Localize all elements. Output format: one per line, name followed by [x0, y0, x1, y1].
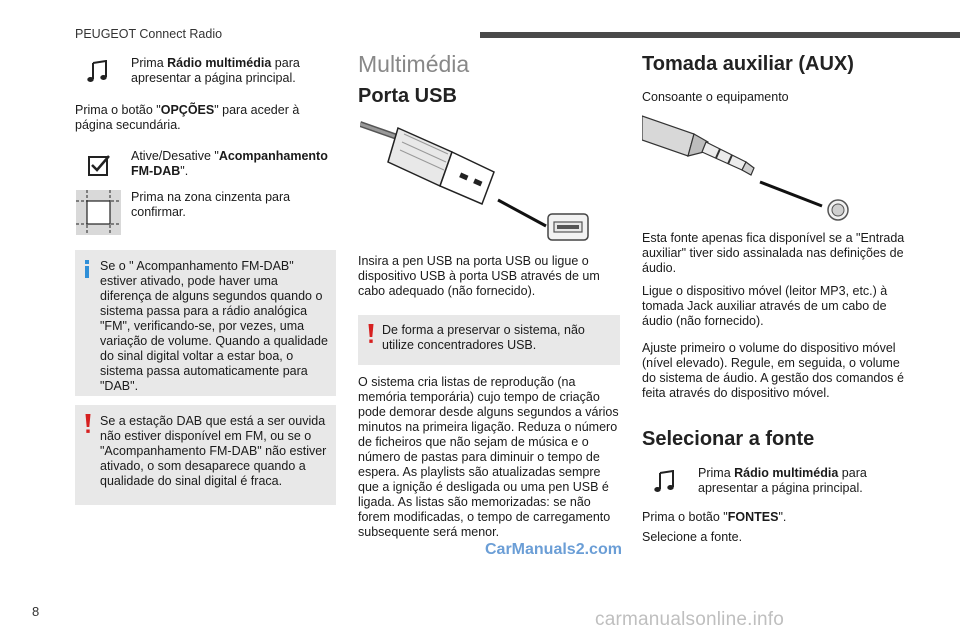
aux-paragraph-3: Ajuste primeiro o volume do dispositivo móvel (nível elevado). Regule, em seguida, o volume do sistema de áudio. A gestão dos comandos é feita através do dispositivo móvel. [642, 341, 904, 400]
header-bar [480, 32, 960, 38]
jack-plug-illustration [642, 112, 854, 222]
step-radio-multimedia-2: Prima Rádio multimédia para apresentar a página principal. [698, 466, 867, 495]
music-note-icon [86, 60, 110, 84]
step-toggle-tracking: Ative/Desative "Acompanhamento FM-DAB". [131, 149, 328, 178]
watermark-link[interactable]: CarManuals2.com [485, 541, 622, 558]
checkbox-icon [87, 153, 111, 177]
usb-heading: Porta USB [358, 85, 457, 107]
aux-paragraph-0: Consoante o equipamento [642, 90, 789, 104]
sources-paragraph: Prima o botão "FONTES". [642, 510, 787, 524]
step-confirm: Prima na zona cinzenta para confirmar. [131, 190, 291, 219]
options-paragraph: Prima o botão "OPÇÕES" para aceder à página secundária. [75, 103, 300, 132]
info-icon [84, 260, 90, 278]
warning-icon [85, 414, 91, 434]
music-note-icon [653, 470, 677, 494]
grey-zone-icon [76, 190, 121, 235]
warning-note [75, 405, 336, 505]
warning-icon [368, 324, 374, 344]
info-note-text: Se o " Acompanhamento FM-DAB" estiver ativado, pode haver uma diferença de alguns segundos quando o sistema passa para a rádio analógica "FM", verificando-se, por vezes, uma variação de volume. Quando a qualidade do sinal digital voltar a estar boa, o sistema passa automaticamente para "DAB". [100, 259, 328, 393]
warning-note-text: Se a estação DAB que está a ser ouvida não estiver disponível em FM, ou se o "Acompanhamento FM-DAB" não estiver ativado, o som desaparece quando a qualidade do sinal digital é fraca. [100, 414, 327, 488]
select-source-paragraph: Selecione a fonte. [642, 530, 743, 544]
usb-paragraph-2: O sistema cria listas de reprodução (na memória temporária) cujo tempo de criação pode demorar desde alguns segundos a vários minutos na primeira ligação. Reduza o número de ficheiros que não sejam de música e o número de pastas para diminuir o tempo de espera. As playlists são atualizadas sempre que a ignição é desligada ou uma pen USB é ligada. As listas são memorizadas: se não forem modificadas, o tempo de carregamento subsequente será menor. [358, 375, 619, 539]
header-title: PEUGEOT Connect Radio [75, 27, 223, 41]
step-radio-multimedia: Prima Rádio multimédia para apresentar a página principal. [131, 56, 300, 85]
select-source-heading: Selecionar a fonte [642, 428, 815, 450]
aux-heading: Tomada auxiliar (AUX) [642, 53, 854, 75]
usb-paragraph-1: Insira a pen USB na porta USB ou ligue o dispositivo USB à porta USB através de um cabo adequado (não fornecido). [358, 254, 600, 298]
page-number: 8 [32, 604, 40, 619]
usb-warning-note [358, 315, 620, 365]
usb-warning-text: De forma a preservar o sistema, não utilize concentradores USB. [382, 323, 585, 352]
section-title: Multimédia [358, 51, 470, 77]
usb-plug-illustration [360, 118, 592, 244]
aux-paragraph-1: Esta fonte apenas fica disponível se a "Entrada auxiliar" tiver sido assinalada nas definições de áudio. [642, 231, 905, 275]
aux-paragraph-2: Ligue o dispositivo móvel (leitor MP3, etc.) à tomada Jack auxiliar através de um cabo de áudio (não fornecido). [642, 284, 888, 328]
info-note [75, 250, 336, 396]
footer-watermark: carmanualsonline.info [595, 609, 785, 630]
